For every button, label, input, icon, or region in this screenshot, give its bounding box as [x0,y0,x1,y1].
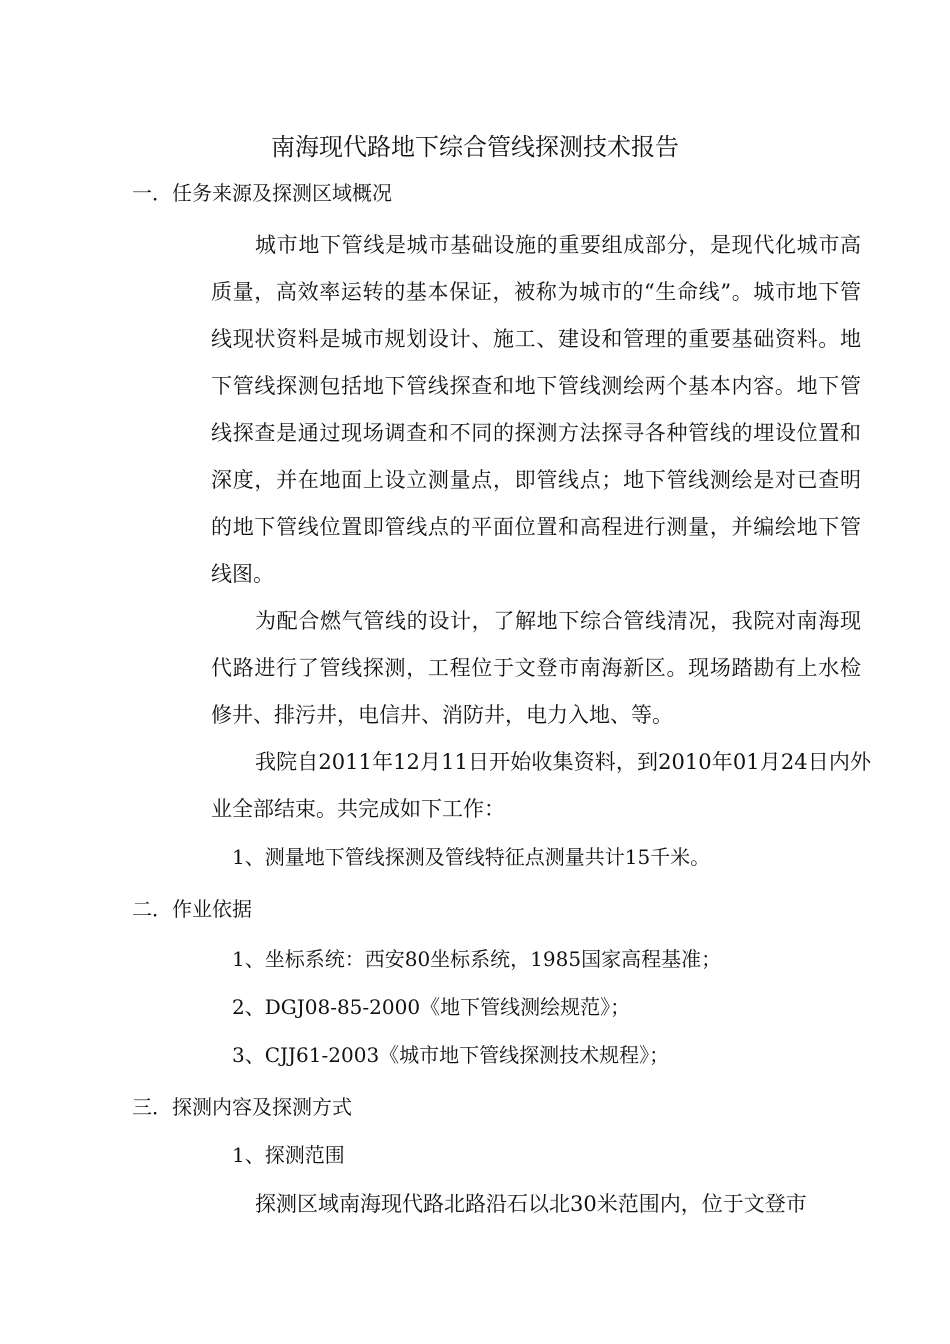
section-1-heading: 一．任务来源及探测区域概况 [132,181,392,205]
section-1-paragraph-3: 我院自2011年12月11日开始收集资料，到2010年01月24日内外业全部结束。共完成如下工作： [211,750,871,821]
document-title: 南海现代路地下综合管线探测技术报告 [271,133,679,161]
section-2-item-2: 2、DGJ08-85-2000《地下管线测绘规范》； [232,995,631,1019]
section-1-paragraph-2: 为配合燃气管线的设计，了解地下综合管线清况，我院对南海现代路进行了管线探测，工程位于文登市南海新区。现场踏勘有上水检修井、排污井，电信井、消防井，电力入地、等。 [211,609,861,727]
section-1-paragraph-1: 城市地下管线是城市基础设施的重要组成部分，是现代化城市高质量，高效率运转的基本保证，被称为城市的“生命线”。城市地下管线现状资料是城市规划设计、施工、建设和管理的重要基础资料。地下管线探测包括地下管线探查和地下管线测绘两个基本内容。地下管线探查是通过现场调查和不同的探测方法探寻各种管线的埋设位置和深度，并在地面上设立测量点，即管线点；地下管线测绘是对已查明的地下管线位置即管线点的平面位置和高程进行测量，并编绘地下管线图。 [211,233,861,586]
section-2-heading: 二．作业依据 [132,897,252,921]
section-3-paragraph-1: 探测区域南海现代路北路沿石以北30米范围内，位于文登市 [255,1192,807,1216]
section-3-item-1: 1、探测范围 [232,1143,345,1167]
section-2-item-3: 3、CJJ61-2003《城市地下管线探测技术规程》； [232,1043,670,1067]
section-1-item-1: 1、测量地下管线探测及管线特征点测量共计15千米。 [232,845,711,869]
section-2-item-1: 1、坐标系统：西安80坐标系统，1985国家高程基准； [232,947,722,971]
section-3-heading: 三．探测内容及探测方式 [132,1095,352,1119]
